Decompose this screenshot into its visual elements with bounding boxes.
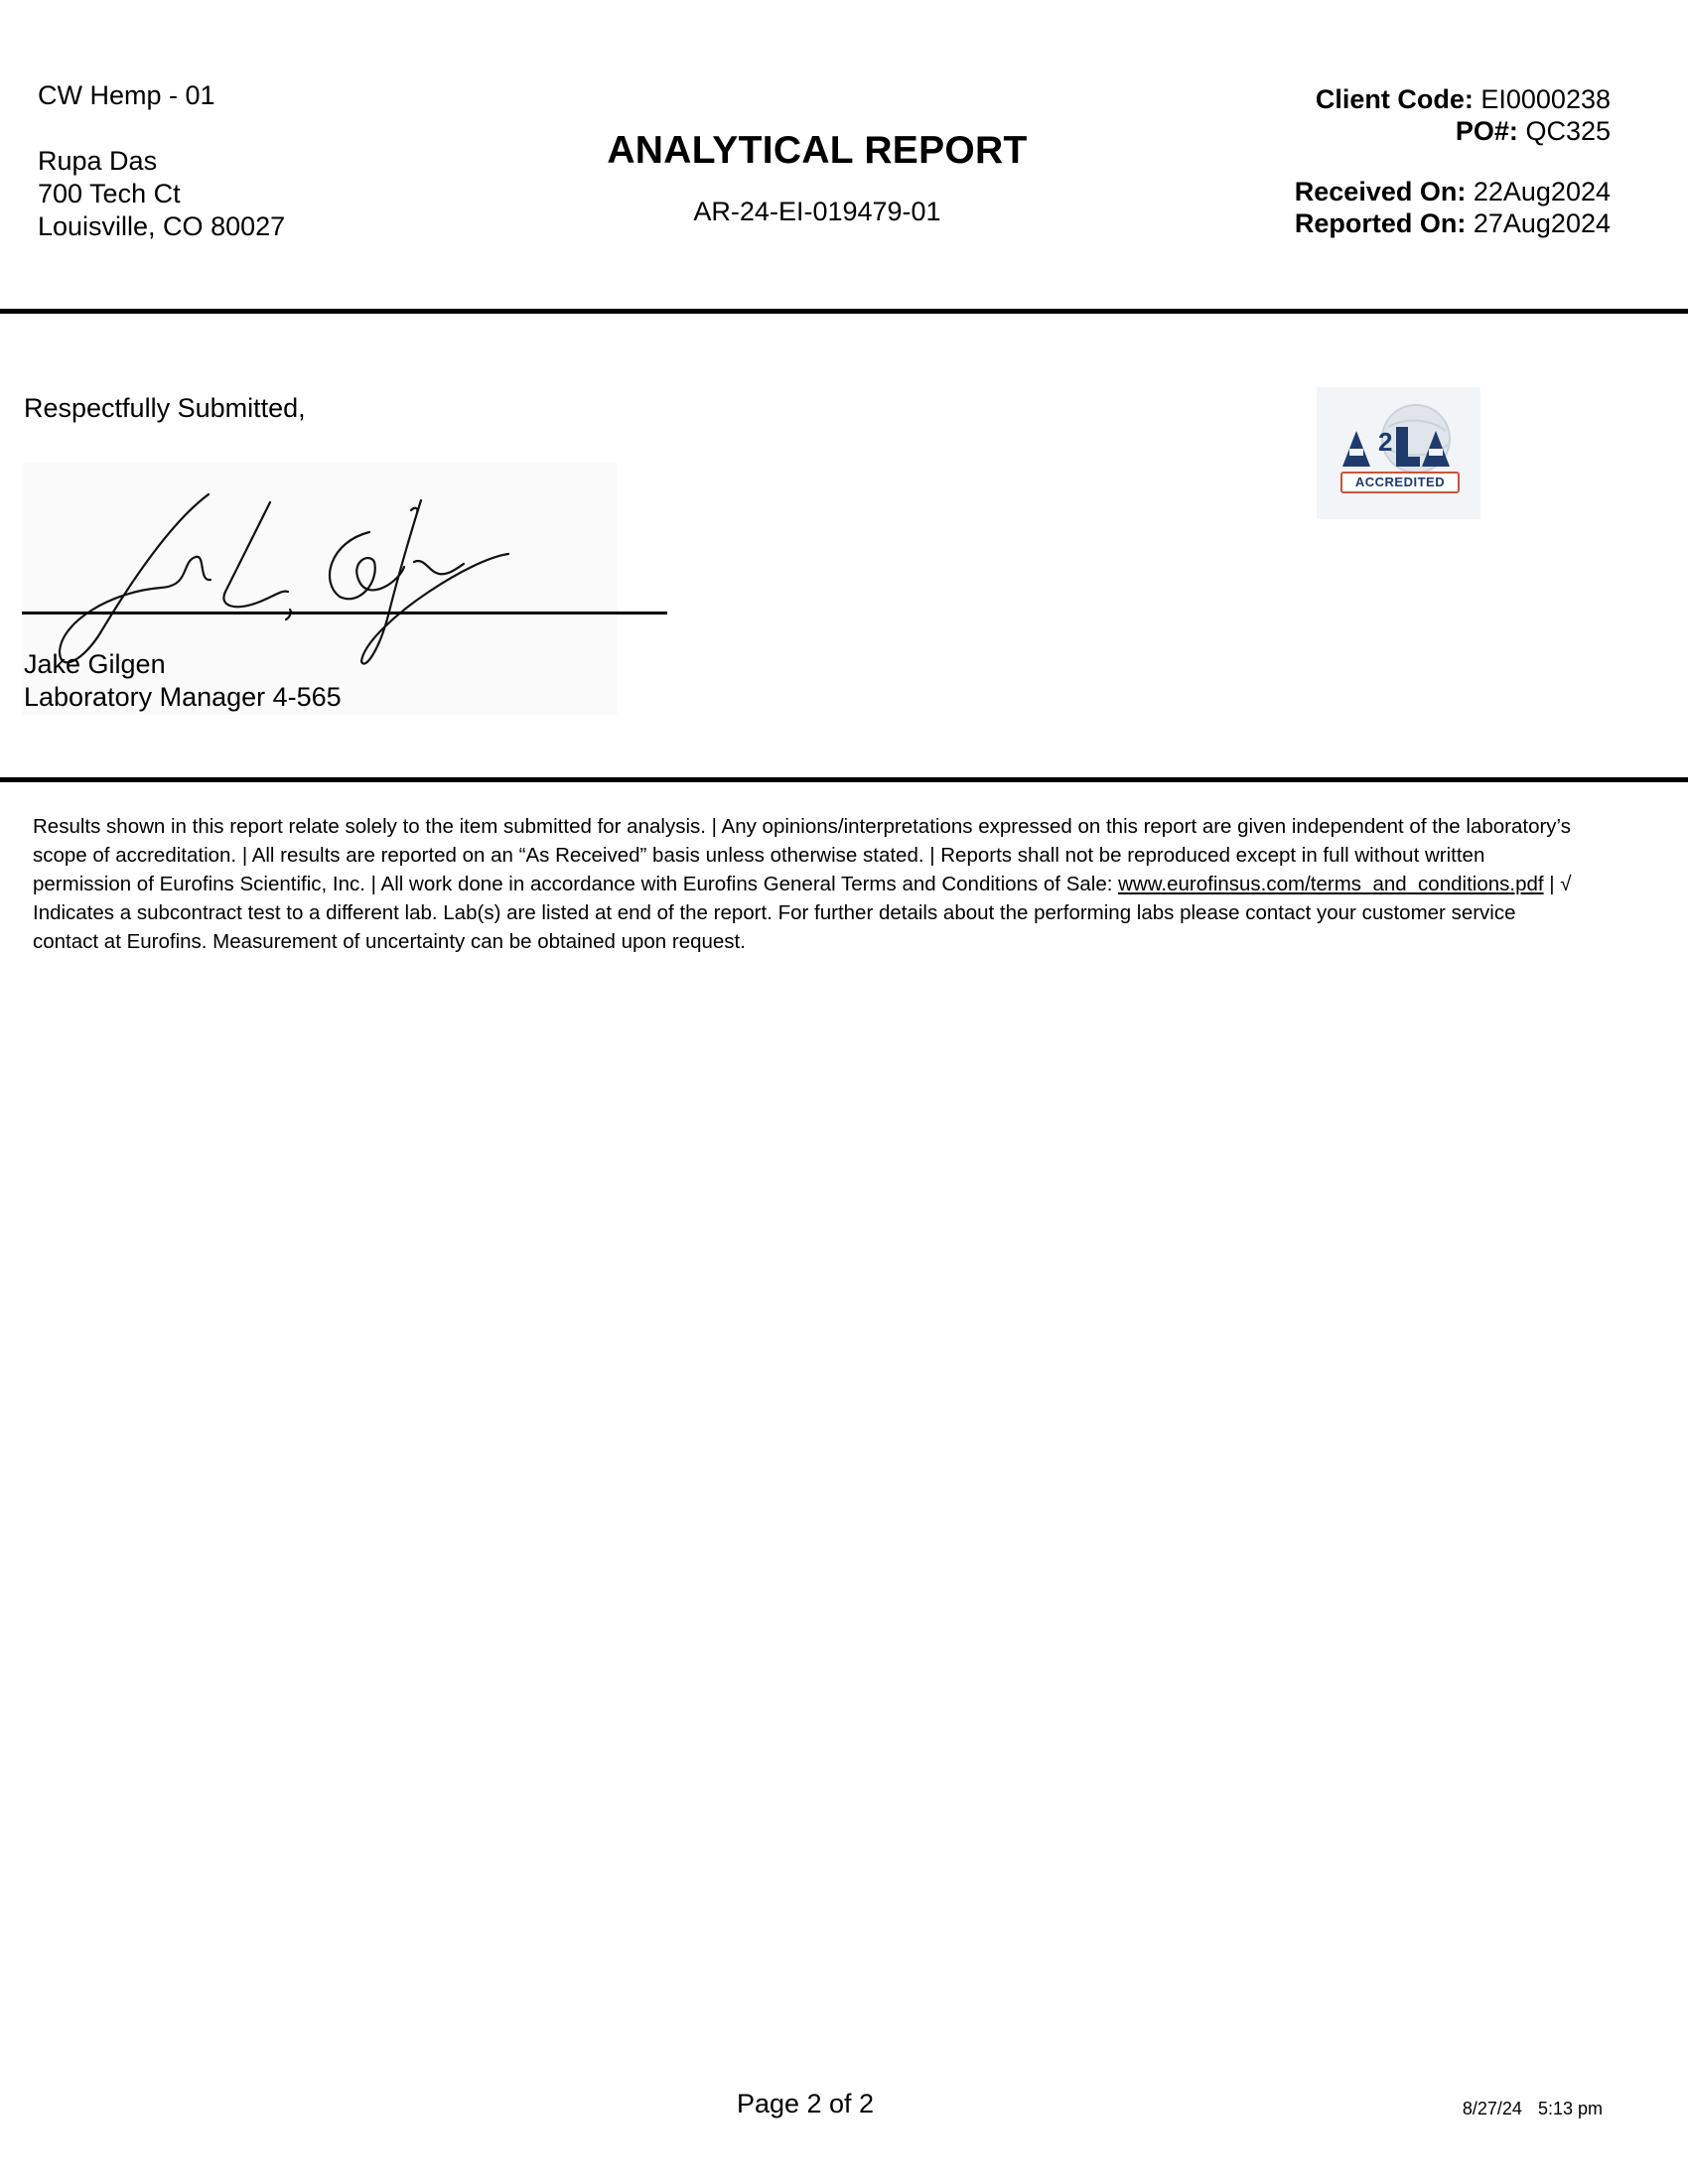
client-contact-name: Rupa Das bbox=[38, 146, 158, 176]
client-address-line1: 700 Tech Ct bbox=[38, 179, 181, 208]
disclaimer-text bbox=[33, 812, 1582, 956]
print-date: 8/27/24 bbox=[1462, 2099, 1522, 2118]
print-timestamp bbox=[1463, 2099, 1603, 2119]
reported-value: 27Aug2024 bbox=[1473, 208, 1611, 238]
report-number: AR-24-EI-019479-01 bbox=[693, 197, 941, 226]
po-label: PO#: bbox=[1455, 116, 1518, 146]
client-code-value: EI0000238 bbox=[1480, 84, 1611, 114]
terms-link[interactable]: www.eurofinsus.com/terms_and_conditions.pdf bbox=[1118, 873, 1544, 895]
po-row bbox=[1295, 115, 1611, 147]
reported-row bbox=[1295, 207, 1611, 239]
a2la-accredited-logo bbox=[1317, 387, 1480, 519]
section-divider bbox=[0, 777, 1688, 782]
signer-block bbox=[24, 648, 342, 714]
reported-label: Reported On: bbox=[1294, 208, 1467, 238]
a2la-logo-icon bbox=[1317, 387, 1480, 519]
signer-title: Laboratory Manager 4-565 bbox=[24, 682, 342, 712]
header-divider bbox=[0, 309, 1688, 314]
client-code-label: Client Code: bbox=[1315, 84, 1474, 114]
received-value: 22Aug2024 bbox=[1473, 177, 1611, 206]
client-project: CW Hemp - 01 bbox=[38, 80, 215, 110]
received-row bbox=[1295, 176, 1611, 207]
disclaimer-part2: | √ Indicates a subcontract test to a different lab. Lab(s) are listed at end of the report. For further details about the performing labs please contact your customer service contact at Eurofins. Measurement of uncertainty can be obtained upon request. bbox=[33, 873, 1572, 953]
signer-name: Jake Gilgen bbox=[24, 649, 166, 679]
page-number: Page 2 of 2 bbox=[736, 2089, 875, 2118]
received-label: Received On: bbox=[1294, 177, 1467, 206]
report-title: ANALYTICAL REPORT bbox=[607, 129, 1028, 172]
client-code-row bbox=[1295, 83, 1611, 115]
po-value: QC325 bbox=[1525, 116, 1611, 146]
signature-line bbox=[22, 612, 667, 614]
report-meta-block bbox=[1295, 83, 1611, 239]
disclaimer-part1: Results shown in this report relate solely to the item submitted for analysis. | Any opinions/interpretations expressed on this report are given independent of the laboratory’s scope of accreditation. | All results are reported on an “As Received” basis unless otherwise stated. | Reports shall not be reproduced except in full without written permission of Eurofins Scientific, Inc. | All work done in accordance with Eurofins General Terms and Conditions of Sale: bbox=[33, 815, 1571, 895]
accredited-label: ACCREDITED bbox=[1340, 472, 1460, 493]
client-address-line2: Louisville, CO 80027 bbox=[38, 211, 286, 241]
respectfully-submitted: Respectfully Submitted, bbox=[24, 393, 306, 423]
print-time: 5:13 pm bbox=[1537, 2099, 1603, 2118]
svg-text:2: 2 bbox=[1378, 427, 1393, 457]
